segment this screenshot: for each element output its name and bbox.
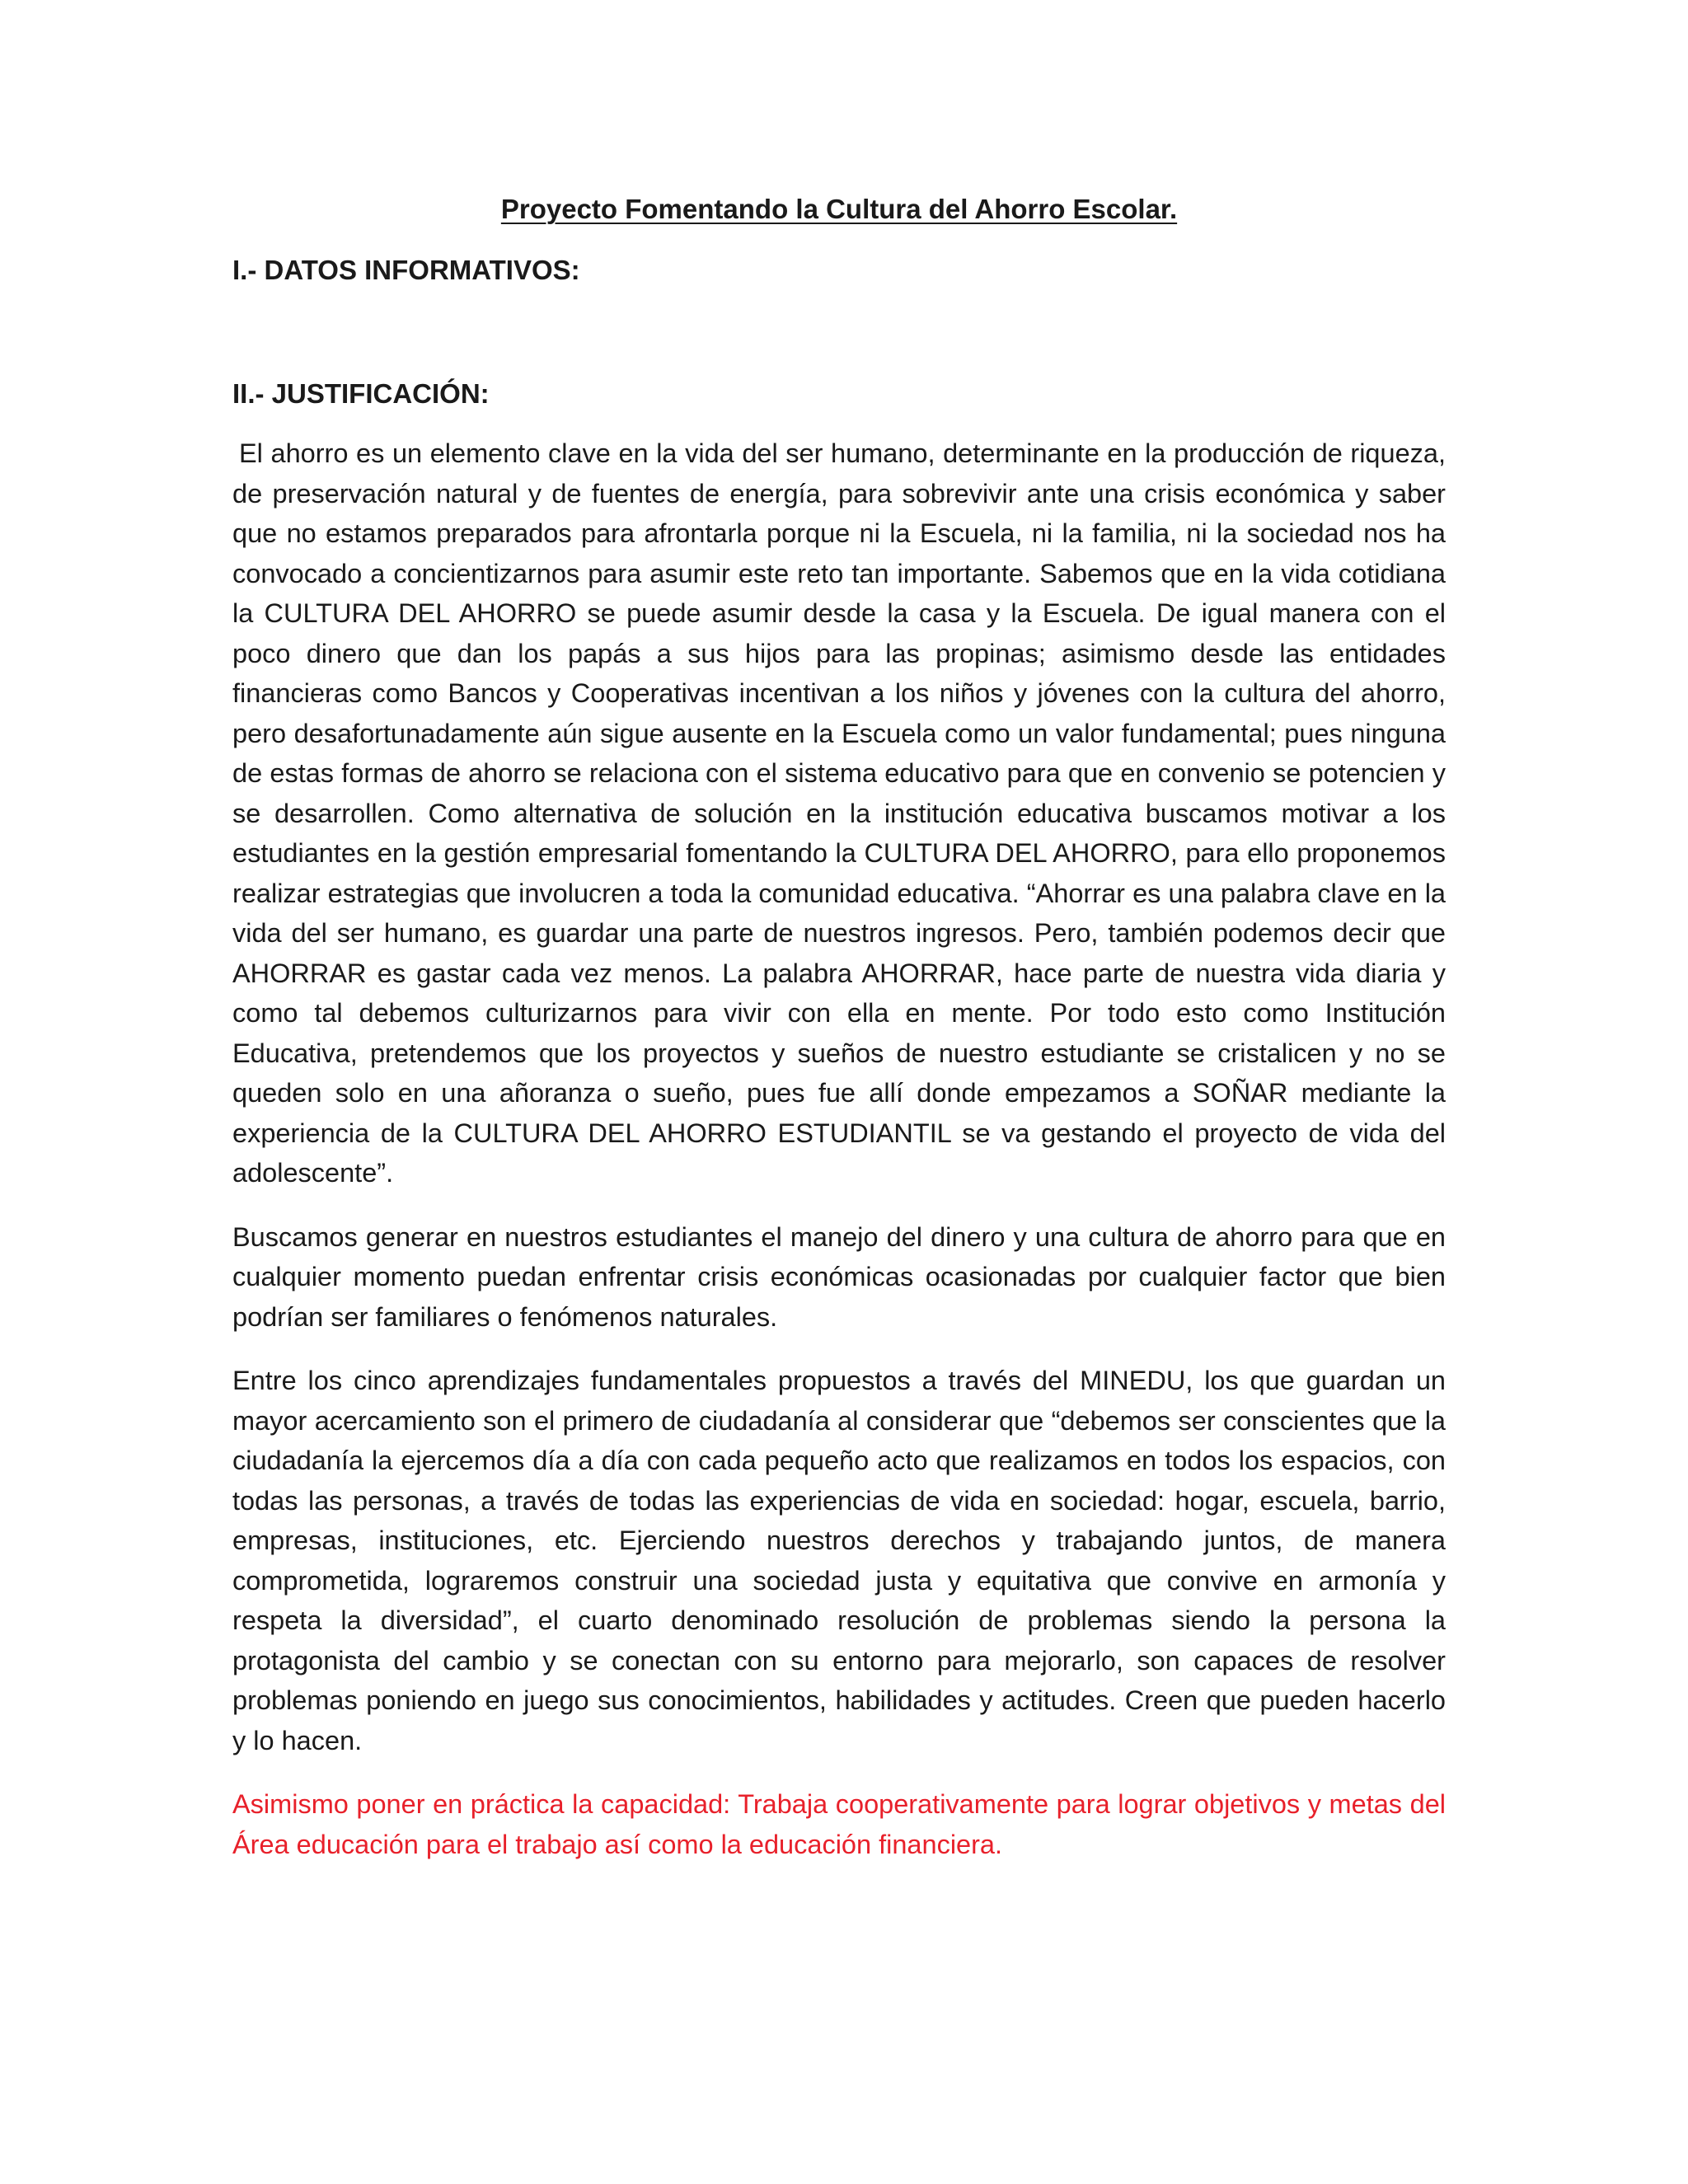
document-title: Proyecto Fomentando la Cultura del Ahorro Escolar.: [500, 194, 1178, 224]
paragraph-capacidad-highlight: Asimismo poner en práctica la capacidad: Trabaja cooperativamente para lograr objetivos y metas del Área educación para el trabajo así como la educación financiera.: [232, 1789, 1446, 1859]
paragraph-aprendizajes-minedu: Entre los cinco aprendizajes fundamentales propuestos a través del MINEDU, los que guardan un mayor acercamiento son el primero de ciudadanía al considerar que “debemos ser conscientes que la ciudadanía la ejercemos día a día con cada pequeño acto que realizamos en todos los espacios, con todas las personas, a través de todas las experiencias de vida en sociedad: hogar, escuela, barrio, empresas, instituciones, etc. Ejerciendo nuestros derechos y trabajando juntos, de manera comprometida, lograremos construir una sociedad justa y equitativa que convive en armonía y respeta la diversidad”, el cuarto denominado resolución de problemas siendo la persona la protagonista del cambio y se conectan con su entorno para mejorarlo, son capaces de resolver problemas poniendo en juego sus conocimientos, habilidades y actitudes. Creen que pueden hacerlo y lo hacen.: [232, 1366, 1446, 1755]
document-page: [232, 191, 1446, 1888]
paragraph-justificacion: El ahorro es un elemento clave en la vida del ser humano, determinante en la producción de riqueza, de preservación natural y de fuentes de energía, para sobrevivir ante una crisis económica y saber que no estamos preparados para afrontarla porque ni la Escuela, ni la familia, ni la sociedad nos ha convocado a concientizarnos para asumir este reto tan importante. Sabemos que en la vida cotidiana la CULTURA DEL AHORRO se puede asumir desde la casa y la Escuela. De igual manera con el poco dinero que dan los papás a sus hijos para las propinas; asimismo desde las entidades financieras como Bancos y Cooperativas incentivan a los niños y jóvenes con la cultura del ahorro, pero desafortunadamente aún sigue ausente en la Escuela como un valor fundamental; pues ninguna de estas formas de ahorro se relaciona con el sistema educativo para que en convenio se potencien y se desarrollen. Como alternativa de solución en la institución educativa buscamos motivar a los estudiantes en la gestión empresarial fomentando la CULTURA DEL AHORRO, para ello proponemos realizar estrategias que involucren a toda la comunidad educativa. “Ahorrar es una palabra clave en la vida del ser humano, es guardar una parte de nuestros ingresos. Pero, también podemos decir que AHORRAR es gastar cada vez menos. La palabra AHORRAR, hace parte de nuestra vida diaria y como tal debemos culturizarnos para vivir con ella en mente. Por todo esto como Institución Educativa, pretendemos que los proyectos y sueños de nuestro estudiante se cristalicen y no se queden solo en una añoranza o sueño, pues fue allí donde empezamos a SOÑAR mediante la experiencia de la CULTURA DEL AHORRO ESTUDIANTIL se va gestando el proyecto de vida del adolescente”.: [232, 438, 1446, 1188]
section-heading-datos-informativos: I.- DATOS INFORMATIVOS:: [232, 255, 580, 285]
section-heading-justificacion: II.- JUSTIFICACIÓN:: [232, 378, 490, 409]
paragraph-objetivo-ahorro: Buscamos generar en nuestros estudiantes el manejo del dinero y una cultura de ahorro para que en cualquier momento puedan enfrentar crisis económicas ocasionadas por cualquier factor que bien podrían ser familiares o fenómenos naturales.: [232, 1221, 1446, 1332]
